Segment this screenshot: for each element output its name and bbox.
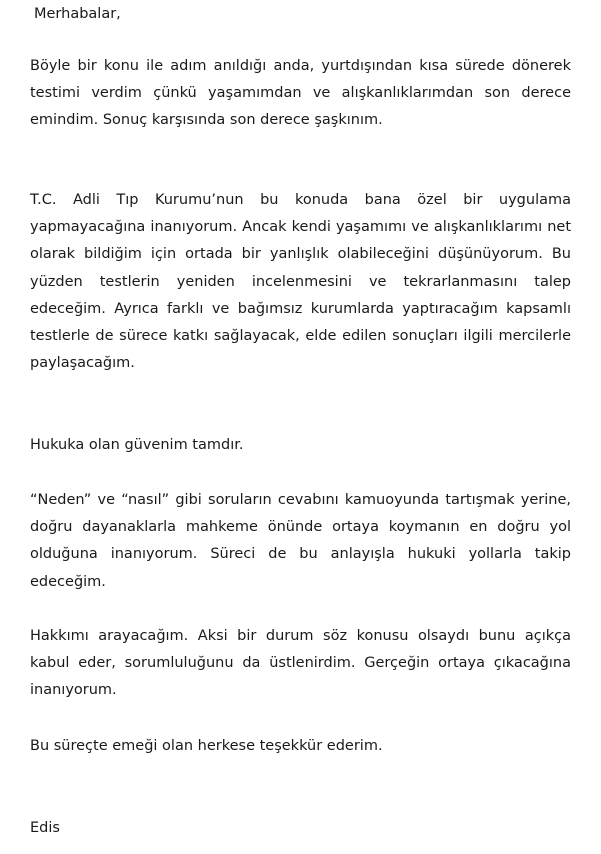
- paragraph-seek-rights: Hakkımı arayacağım. Aksi bir durum söz konusu olsaydı bunu açıkça kabul eder, sorumluluğunu da üstlenirdim. Gerçeğin ortaya çıkacağına inanıyorum.: [30, 628, 571, 699]
- letter-greeting: Merhabalar,: [34, 6, 121, 22]
- paragraph-forensic-institute: T.C. Adli Tıp Kurumu’nun bu konuda bana özel bir uygulama yapmayacağına inanıyorum. Ancak kendi yaşamımı ve alışkanlıklarımı net olarak bildiğim için ortada bir yanlışlık olabileceğini düşünüyorum. Bu yüzden testlerin yeniden incelenmesini ve tekrarlanmasını talep edeceğim. Ayrıca farklı ve bağımsız kurumlarda yaptıracağım kapsamlı testlerle de sürece katkı sağlayacak, elde edilen sonuçları ilgili mercilerle paylaşacağım.: [30, 192, 571, 372]
- paragraph-test-result: Böyle bir konu ile adım anıldığı anda, yurtdışından kısa sürede dönerek testimi verdim çünkü yaşamımdan ve alışkanlıklarımdan son derece emindim. Sonuç karşısında son derece şaşkınım.: [30, 58, 571, 129]
- paragraph-thanks: Bu süreçte emeği olan herkese teşekkür ederim.: [30, 738, 383, 754]
- paragraph-legal-process: “Neden” ve “nasıl” gibi soruların cevabını kamuoyunda tartışmak yerine, doğru dayanaklarla mahkeme önünde ortaya koymanın en doğru yol olduğuna inanıyorum. Süreci de bu anlayışla hukuki yollarla takip edeceğim.: [30, 492, 571, 590]
- letter-signature: Edis: [30, 820, 60, 836]
- paragraph-trust-in-law: Hukuka olan güvenim tamdır.: [30, 437, 244, 453]
